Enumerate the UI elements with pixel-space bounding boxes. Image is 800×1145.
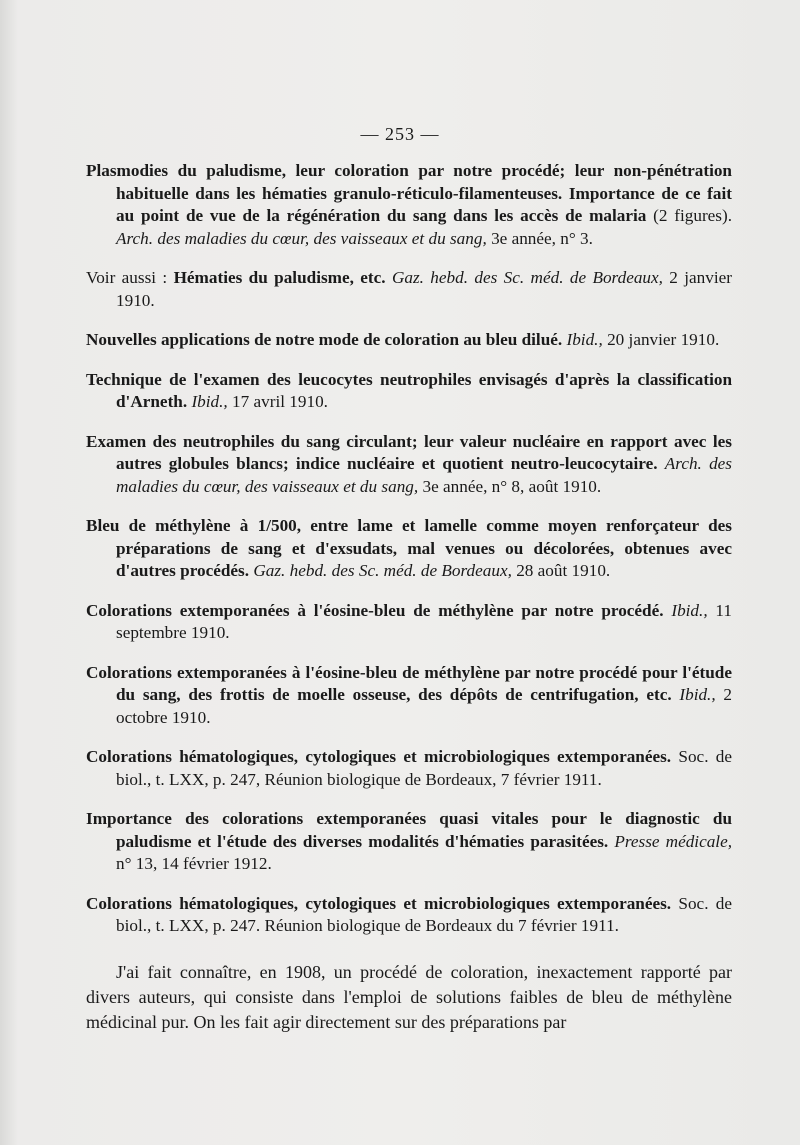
bibliography-entry [86, 808, 732, 876]
entry-title: Colorations hématologiques, cytologiques et microbiologiques extemporanées. [86, 893, 672, 913]
bibliography-entry [86, 431, 732, 499]
entry-details: Soc. de biol., t. LXX, p. 247. Réunion biologique de Bordeaux du 7 février 1911. [116, 893, 732, 935]
entry-details: 17 avril 1910. [227, 392, 328, 411]
bibliography-entry [86, 369, 732, 414]
bibliography-entry [86, 893, 732, 938]
bibliography-entry [86, 746, 732, 791]
entry-source: Ibid., [671, 600, 708, 620]
entry-title: Colorations extemporanées à l'éosine-bleu de méthylène par notre procédé pour l'étude du sang, des frottis de moelle osseuse, des dépôts de centrifugation, etc. [86, 662, 732, 704]
entry-details: 2 janvier 1910. [116, 268, 732, 310]
entry-title: Bleu de méthylène à 1/500, entre lame et lamelle comme moyen renforçateur des préparations de sang et d'exsudats, mal venues ou décolorées, obtenues avec d'autres procédés. [86, 516, 732, 580]
entry-source: Ibid., [191, 392, 228, 411]
entry-prefix: Voir aussi : [86, 268, 174, 287]
entry-source: Gaz. hebd. des Sc. méd. de Bordeaux, [391, 268, 663, 287]
bibliography-entry [86, 600, 732, 645]
entry-title: Importance des colorations extemporanées quasi vitales pour le diagnostic du paludisme et l'étude des diverses modalités d'hématies parasitées. [86, 809, 732, 851]
entry-details: 11 septembre 1910. [116, 600, 732, 642]
entry-title: Nouvelles applications de notre mode de coloration au bleu dilué. [86, 330, 563, 349]
entry-title: Colorations extemporanées à l'éosine-bleu de méthylène par notre procédé. [86, 600, 664, 620]
bibliography-list [86, 160, 732, 1035]
entry-source: Ibid., [679, 685, 716, 704]
entry-title: Technique de l'examen des leucocytes neutrophiles envisagés d'après la classification d'Arneth. [86, 369, 732, 411]
entry-source: Gaz. hebd. des Sc. méd. de Bordeaux, [253, 561, 512, 580]
entry-details: 20 janvier 1910. [602, 330, 720, 349]
entry-details: n° 13, 14 février 1912. [116, 854, 272, 873]
page-number: — 253 — [360, 124, 440, 144]
entry-title: Hématies du paludisme, etc. [173, 268, 386, 287]
entry-details: 3e année, n° 3. [486, 228, 593, 248]
entry-title: Colorations hématologiques, cytologiques et microbiologiques extemporanées. [86, 747, 672, 766]
bibliography-entry [86, 267, 732, 312]
entry-title: Plasmodies du paludisme, leur coloration par notre procédé; leur non-pénétration habituelle dans les hématies granulo-réticulo-filamenteuses. Importance de ce fait au point de vue de la régénération du sang dans les accès de malaria [86, 161, 732, 225]
entry-details: 3e année, n° 8, août 1910. [418, 476, 602, 496]
entry-source: Arch. des maladies du cœur, des vaisseaux et du sang, [116, 454, 732, 496]
entry-details: 2 octobre 1910. [116, 685, 732, 727]
entry-source: Ibid., [566, 330, 603, 349]
bibliography-entry [86, 662, 732, 730]
entry-source: Presse médicale, [614, 831, 732, 851]
entry-details: Soc. de biol., t. LXX, p. 247, Réunion biologique de Bordeaux, 7 février 1911. [116, 747, 732, 789]
entry-details: 28 août 1910. [511, 561, 611, 580]
entry-note [658, 454, 665, 473]
body-paragraph: J'ai fait connaître, en 1908, un procédé de coloration, inexactement rapporté par divers auteurs, qui consiste dans l'emploi de solutions faibles de bleu de méthylène médicinal pur. On les fait agir directement sur des préparations par [86, 961, 732, 1032]
entry-note: (2 figures). [646, 206, 732, 225]
entry-title: Examen des neutrophiles du sang circulant; leur valeur nucléaire en rapport avec les autres globules blancs; indice nucléaire et quotient neutro-leucocytaire. [86, 431, 732, 473]
bibliography-entry [86, 160, 732, 250]
bibliography-entry [86, 515, 732, 583]
bibliography-entry [86, 329, 732, 352]
entry-source: Arch. des maladies du cœur, des vaisseaux et du sang, [116, 228, 487, 248]
